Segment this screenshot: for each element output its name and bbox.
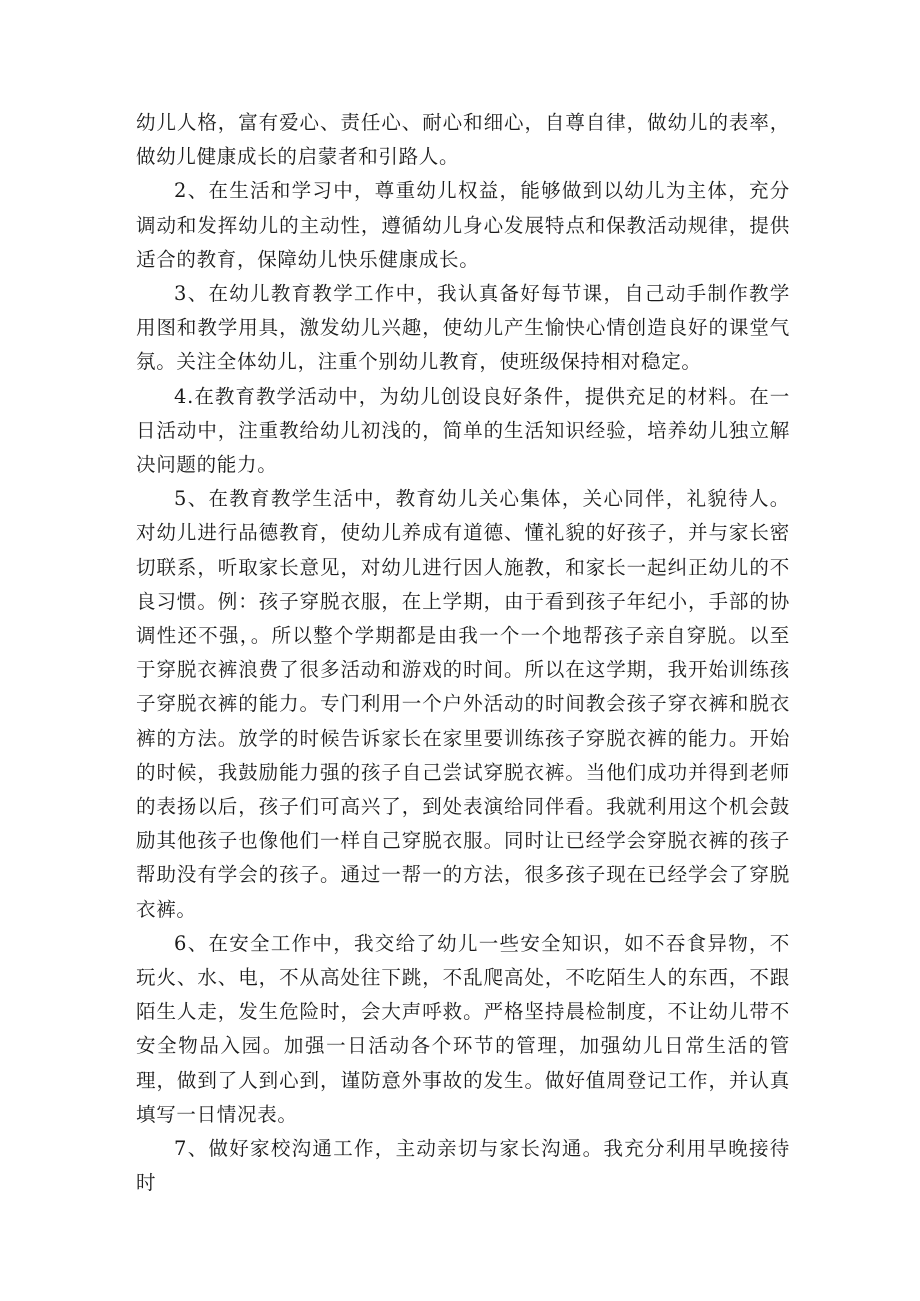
paragraph-continuation: 幼儿人格，富有爱心、责任心、耐心和细心，自尊自律，做幼儿的表率，做幼儿健康成长的启蒙者和引路人。 [136, 111, 790, 169]
document-page [136, 106, 790, 1201]
paragraph-item-6: 6、在安全工作中，我交给了幼儿一些安全知识，如不吞食异物，不玩火、水、电，不从高处往下跳，不乱爬高处，不吃陌生人的东西，不跟陌生人走，发生危险时，会大声呼救。严格坚持晨检制度，不让幼儿带不安全物品入园。加强一日活动各个环节的管理，加强幼儿日常生活的管理，做到了人到心到，谨防意外事故的发生。做好值周登记工作，并认真填写一日情况表。 [136, 931, 790, 1126]
paragraph-item-2: 2、在生活和学习中，尊重幼儿权益，能够做到以幼儿为主体，充分调动和发挥幼儿的主动性，遵循幼儿身心发展特点和保教活动规律，提供适合的教育，保障幼儿快乐健康成长。 [136, 179, 790, 271]
paragraph-item-4: 4.在教育教学活动中，为幼儿创设良好条件，提供充足的材料。在一日活动中，注重教给幼儿初浅的，简单的生活知识经验，培养幼儿独立解决问题的能力。 [136, 384, 790, 477]
paragraph-item-3: 3、在幼儿教育教学工作中，我认真备好每节课，自己动手制作教学用图和教学用具，激发幼儿兴趣，使幼儿产生愉快心情创造良好的课堂气氛。关注全体幼儿，注重个别幼儿教育，使班级保持相对稳定。 [136, 282, 790, 374]
paragraph-item-5: 5、在教育教学生活中，教育幼儿关心集体，关心同伴，礼貌待人。对幼儿进行品德教育，使幼儿养成有道德、懂礼貌的好孩子，并与家长密切联系，听取家长意见，对幼儿进行因人施教，和家长一起纠正幼儿的不良习惯。例：孩子穿脱衣服，在上学期，由于看到孩子年纪小，手部的协调性还不强，。所以整个学期都是由我一个一个地帮孩子亲自穿脱。以至于穿脱衣裤浪费了很多活动和游戏的时间。所以在这学期，我开始训练孩子穿脱衣裤的能力。专门利用一个户外活动的时间教会孩子穿衣裤和脱衣裤的方法。放学的时候告诉家长在家里要训练孩子穿脱衣裤的能力。开始的时候，我鼓励能力强的孩子自己尝试穿脱衣裤。当他们成功并得到老师的表扬以后，孩子们可高兴了，到处表演给同伴看。我就利用这个机会鼓励其他孩子也像他们一样自己穿脱衣服。同时让已经学会穿脱衣裤的孩子帮助没有学会的孩子。通过一帮一的方法，很多孩子现在已经学会了穿脱衣裤。 [136, 487, 790, 921]
paragraph-item-7: 7、做好家校沟通工作，主动亲切与家长沟通。我充分利用早晚接待时 [136, 1137, 790, 1195]
